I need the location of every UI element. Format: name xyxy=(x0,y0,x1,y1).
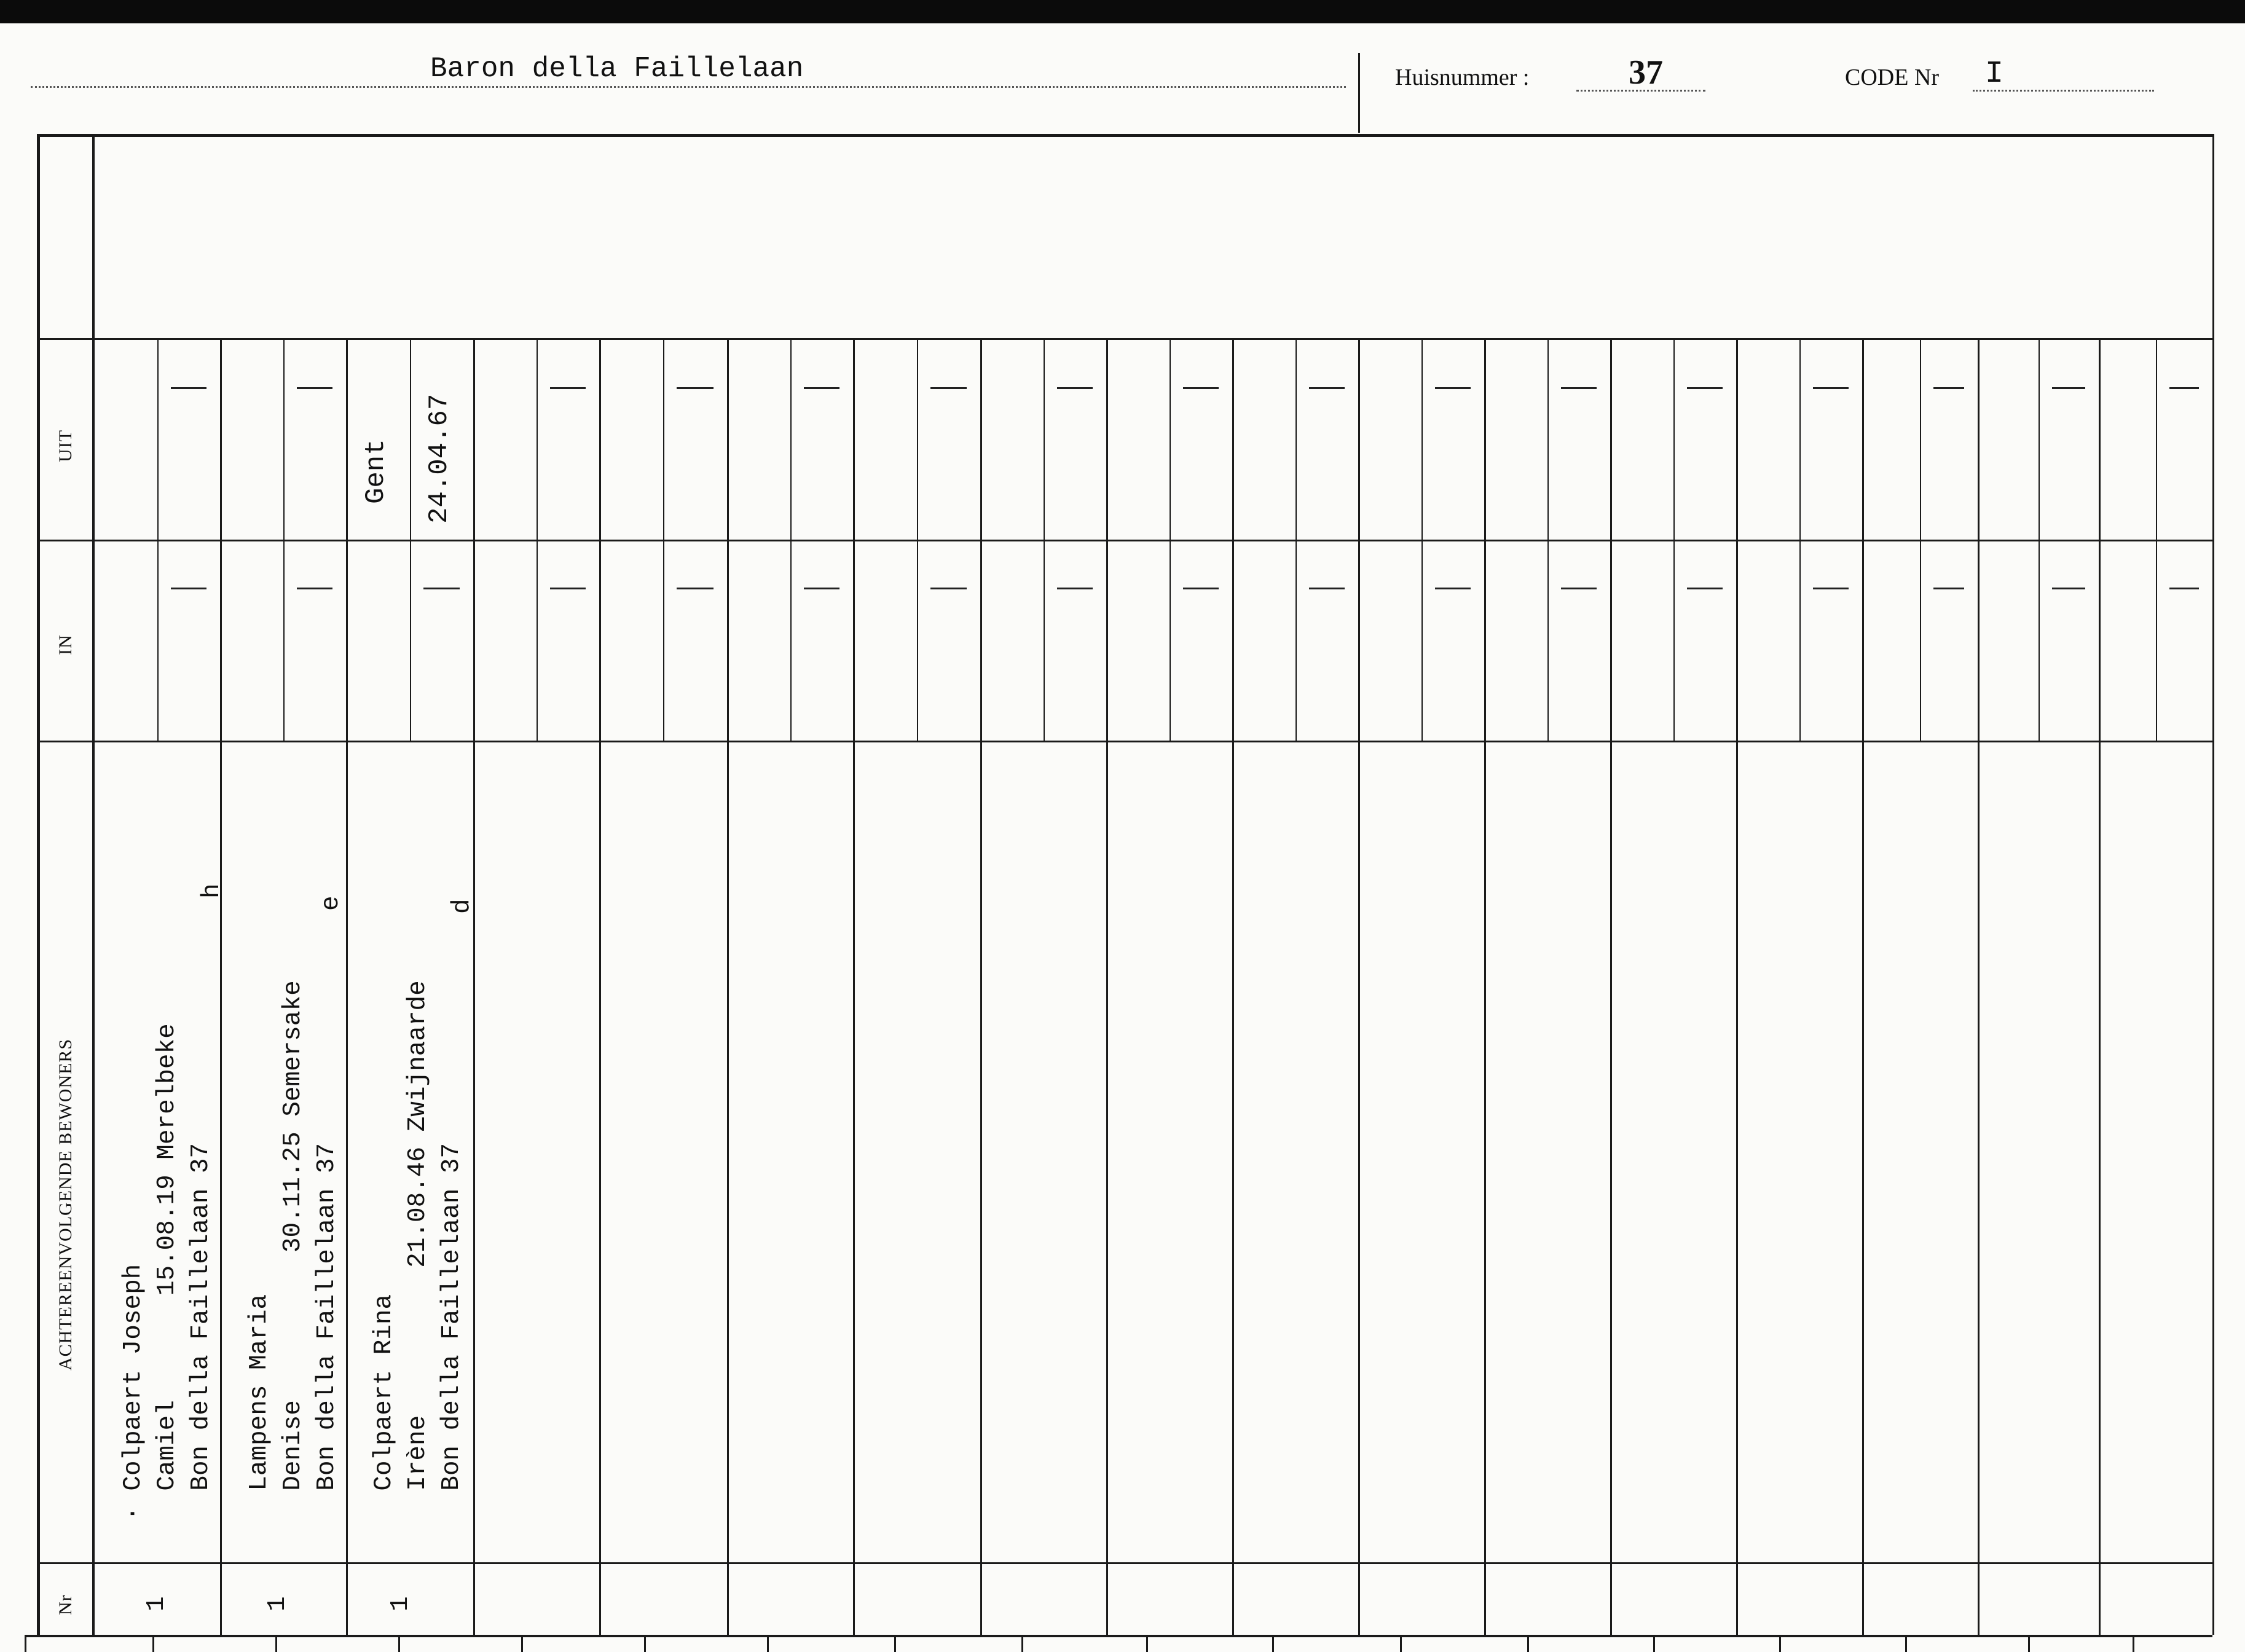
resident-nr: 1 xyxy=(387,1596,415,1611)
sub-column-divider xyxy=(410,338,411,741)
uit-place: Gent xyxy=(361,439,391,504)
bottom-tick xyxy=(521,1635,523,1652)
sub-column-divider xyxy=(2156,338,2157,741)
in-dash xyxy=(2169,588,2199,589)
in-dash xyxy=(1561,588,1597,589)
column-divider xyxy=(1610,338,1612,1635)
column-divider xyxy=(1106,338,1108,1635)
uit-dash xyxy=(550,387,586,389)
uit-dash xyxy=(1813,387,1849,389)
bottom-tick xyxy=(1400,1635,1402,1652)
resident-code: e xyxy=(317,895,345,911)
sub-column-divider xyxy=(283,338,285,741)
uit-dash xyxy=(677,387,714,389)
in-dash xyxy=(1057,588,1093,589)
column-divider xyxy=(980,338,982,1635)
bottom-tick xyxy=(275,1635,277,1652)
sub-column-divider xyxy=(1421,338,1423,741)
house-number-dotted-line xyxy=(1576,90,1705,92)
column-divider xyxy=(727,338,729,1635)
code-label: CODE Nr xyxy=(1845,65,1940,90)
table-border-right xyxy=(2212,134,2214,1635)
bottom-tick xyxy=(644,1635,646,1652)
column-divider xyxy=(853,338,855,1635)
sub-column-divider xyxy=(1547,338,1549,741)
uit-dash xyxy=(1057,387,1093,389)
uit-dash xyxy=(1933,387,1964,389)
resident-entry: Colpaert Rina Irène21.08.46 Zwijnaarde Bon della Faillelaan 37 xyxy=(370,980,466,1491)
sub-column-divider xyxy=(1295,338,1297,741)
bottom-tick xyxy=(25,1635,26,1652)
bottom-tick xyxy=(1021,1635,1023,1652)
column-divider xyxy=(346,338,348,1635)
column-divider xyxy=(1862,338,1864,1635)
column-divider xyxy=(1978,338,1980,1635)
row-divider xyxy=(37,741,2212,742)
table-border-bottom xyxy=(25,1635,2212,1637)
in-dash xyxy=(930,588,967,589)
in-dash xyxy=(550,588,586,589)
column-divider xyxy=(599,338,601,1635)
column-divider xyxy=(1232,338,1234,1635)
bottom-tick xyxy=(1653,1635,1655,1652)
house-number-value: 37 xyxy=(1629,53,1663,92)
resident-nr: 1 xyxy=(143,1596,171,1611)
uit-dash xyxy=(1435,387,1471,389)
in-dash xyxy=(677,588,714,589)
sub-column-divider xyxy=(157,338,159,741)
bottom-tick xyxy=(894,1635,896,1652)
uit-dash xyxy=(171,387,206,389)
uit-dash xyxy=(2052,387,2085,389)
sub-column-divider xyxy=(1673,338,1675,741)
row-divider xyxy=(37,338,2212,340)
uit-dash xyxy=(1561,387,1597,389)
sub-column-divider xyxy=(2039,338,2040,741)
column-divider xyxy=(2099,338,2101,1635)
uit-dash xyxy=(297,387,332,389)
uit-date: 24.04.67 xyxy=(424,393,455,524)
sub-column-divider xyxy=(537,338,538,741)
in-dash xyxy=(297,588,332,589)
row-divider xyxy=(37,1562,2212,1564)
header-divider xyxy=(1358,53,1360,133)
label-bewoners: ACHTEREENVOLGENDE BEWONERS xyxy=(55,1038,76,1371)
in-dash xyxy=(423,588,460,589)
in-dash xyxy=(1183,588,1219,589)
uit-dash xyxy=(1309,387,1345,389)
bottom-tick xyxy=(2133,1635,2134,1652)
resident-code: h xyxy=(198,883,226,899)
resident-nr: 1 xyxy=(264,1596,292,1611)
house-number-label: Huisnummer : xyxy=(1395,65,1530,90)
in-dash xyxy=(1933,588,1964,589)
bottom-tick xyxy=(1905,1635,1907,1652)
code-dotted-line xyxy=(1973,90,2154,92)
bottom-tick xyxy=(1272,1635,1274,1652)
uit-dash xyxy=(1687,387,1723,389)
column-divider xyxy=(1484,338,1486,1635)
label-in: IN xyxy=(55,634,76,655)
label-uit: UIT xyxy=(55,430,76,462)
row-divider xyxy=(37,540,2212,541)
street-name: Baron della Faillelaan xyxy=(430,53,804,85)
in-dash xyxy=(1309,588,1345,589)
label-nr: Nr xyxy=(55,1594,76,1615)
sub-column-divider xyxy=(1920,338,1921,741)
in-dash xyxy=(1687,588,1723,589)
bottom-tick xyxy=(398,1635,400,1652)
resident-entry: Lampens Maria Denise30.11.25 Semersake Bon della Faillelaan 37 xyxy=(245,980,341,1491)
in-dash xyxy=(804,588,839,589)
column-divider xyxy=(1736,338,1738,1635)
sub-column-divider xyxy=(1799,338,1801,741)
column-divider xyxy=(1358,338,1360,1635)
scan-top-edge xyxy=(0,0,2245,23)
code-value: I xyxy=(1985,57,2004,92)
in-dash xyxy=(2052,588,2085,589)
sub-column-divider xyxy=(1170,338,1171,741)
table-border-left xyxy=(37,134,40,1635)
uit-dash xyxy=(1183,387,1219,389)
column-divider xyxy=(220,338,222,1635)
bottom-tick xyxy=(1779,1635,1781,1652)
label-column-divider xyxy=(92,134,95,1635)
uit-dash xyxy=(804,387,839,389)
uit-dash xyxy=(2169,387,2199,389)
sub-column-divider xyxy=(917,338,918,741)
bottom-tick xyxy=(767,1635,769,1652)
in-dash xyxy=(1435,588,1471,589)
column-divider xyxy=(473,338,475,1635)
in-dash xyxy=(1813,588,1849,589)
bottom-tick xyxy=(1146,1635,1148,1652)
resident-entry: · Colpaert Joseph Camiel15.08.19 Merelbeke Bon della Faillelaan 37 xyxy=(119,1023,215,1521)
bottom-tick xyxy=(152,1635,154,1652)
in-dash xyxy=(171,588,206,589)
resident-code: d xyxy=(448,899,476,914)
street-dotted-line xyxy=(31,86,1346,88)
sub-column-divider xyxy=(663,338,664,741)
sub-column-divider xyxy=(1044,338,1045,741)
uit-dash xyxy=(930,387,967,389)
table-border-top xyxy=(37,134,2212,137)
bottom-tick xyxy=(1527,1635,1529,1652)
bottom-tick xyxy=(2028,1635,2030,1652)
sub-column-divider xyxy=(790,338,792,741)
